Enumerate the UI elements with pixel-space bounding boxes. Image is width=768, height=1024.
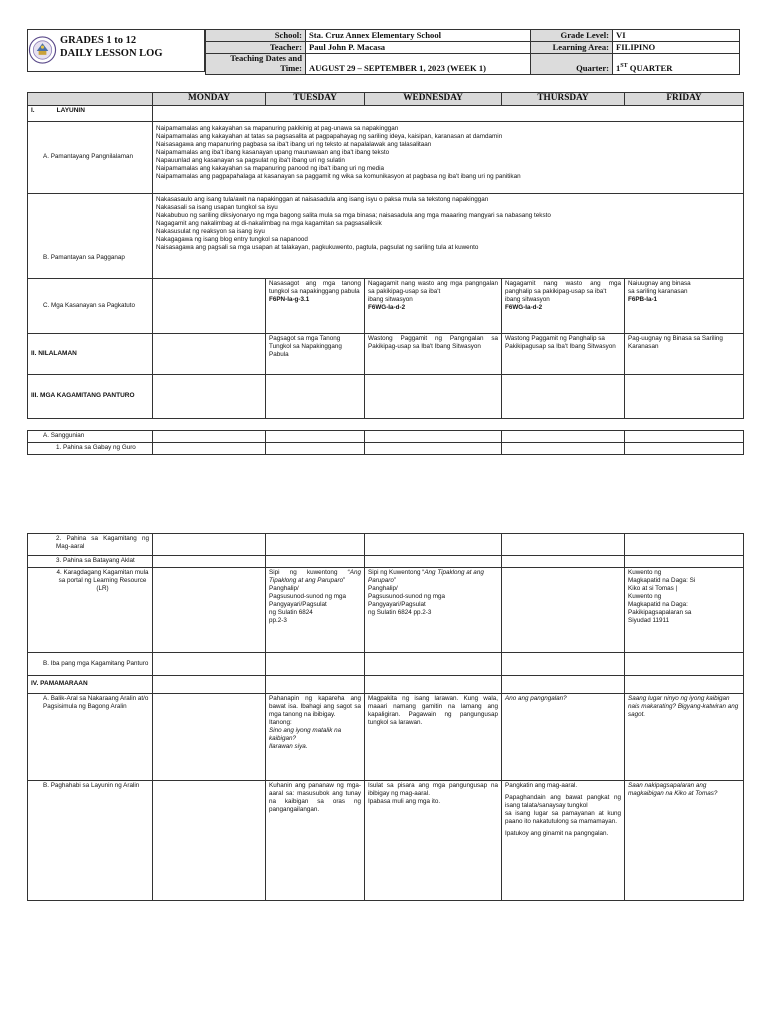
teacher-label: Teacher: [206, 42, 306, 54]
paghahabi-tuesday: Kuhanin ang pananaw ng mga-aaral sa: masusubok ang tunay na kaibigan sa oras ng pangangailangan. [266, 781, 365, 901]
nilalaman-wednesday: Wastong Paggamit ng Pangngalan sa Pakikipag-usap sa Iba't Ibang Sitwasyon [365, 333, 502, 374]
kasanayan-thursday: Nagagamit nang wasto ang mga panghalip sa pakikipag-usap sa iba't ibang sitwasyon F6WG-Ia-d-2 [502, 278, 625, 333]
gabay-guro-label: 1. Pahina sa Gabay ng Guro [28, 443, 153, 455]
day-header-thursday: THURSDAY [502, 93, 625, 106]
karagdagan-tuesday: Sipi ng kuwentong “Ang Tipaklong at ang Paruparo” Panghalip/ Pagsusunod-sunod ng mga Pangyayari/Pagsulat ng Sulatin 6824 pp.2-3 [266, 568, 365, 653]
sanggunian-label: A. Sanggunian [28, 431, 153, 443]
nilalaman-row [28, 333, 744, 374]
nilalaman-friday: Pag-uugnay ng Binasa sa Sariling Karanasan [625, 333, 744, 374]
kagamitang-tuesday [266, 374, 365, 418]
lesson-table-bottom [27, 533, 744, 901]
balik-aral-friday: Saang lugar ninyo ng iyong kaibigan nais makarating? Bigyang-katwiran ang sagot. [625, 694, 744, 781]
kasanayan-tuesday: Nasasagot ang mga tanong tungkol sa napakinggang pabula F6PN-Ia-g-3.1 [266, 278, 365, 333]
kagamitang-friday [625, 374, 744, 418]
pamamaraan-row [28, 676, 744, 694]
sanggunian-table [27, 430, 744, 455]
kasanayan-row [28, 278, 744, 333]
karagdagan-thursday [502, 568, 625, 653]
paghahabi-label: B. Paghahabi sa Layunin ng Aralin [28, 781, 153, 901]
paghahabi-wednesday: Isulat sa pisara ang mga pangungusap na ibibigay ng mag-aaral. Ipabasa muli ang mga ito. [365, 781, 502, 901]
karagdagan-label: 4. Karagdagang Kagamitan mula sa portal ng Learning Resource (LR) [28, 568, 153, 653]
karagdagan-row [28, 568, 744, 653]
nilalaman-thursday: Wastong Paggamit ng Panghalip sa Pakikipagusap sa Iba't Ibang Sitwasyon [502, 333, 625, 374]
day-header-friday: FRIDAY [625, 93, 744, 106]
kagamitan-mag-aaral-row [28, 534, 744, 556]
kagamitan-mag-aaral-label: 2. Pahina sa Kagamitang ng Mag-aaral [28, 534, 153, 556]
day-header-blank [28, 93, 153, 106]
karagdagan-friday: Kuwento ng Magkapatid na Daga: Si Kiko at si Tomas | Kuwento ng Magkapatid na Daga: Pakikipagsapalaran sa Siyudad 11911 [625, 568, 744, 653]
balik-aral-row [28, 694, 744, 781]
kagamitang-thursday [502, 374, 625, 418]
teacher-value: Paul John P. Macasa [306, 42, 531, 54]
paghahabi-thursday: Pangkatin ang mag-aaral. Papaghandain ang bawat pangkat ng isang talata/sanaysay tungkol sa isang lugar sa pamayanan at kung paano ito nakatutulong sa mamamayan. Ipatukoy ang ginamit na pangngalan. [502, 781, 625, 901]
kagamitang-panturo-row [28, 374, 744, 418]
grade-label: Grade Level: [531, 30, 613, 42]
deped-seal-icon [28, 31, 57, 69]
sanggunian-row [28, 431, 744, 443]
layunin-heading: I. LAYUNIN [28, 105, 153, 121]
pamantayan-sa-pagganap-text: Nakasasaulo ang isang tula/awit na napakinggan at naisasadula ang isang isyu o paksa mula sa tekstong napakinggan Nakasasali sa isang usapan tungkol sa isyu Nakabubuo ng sariling diksiyonaryo ng mga bagong salita mula sa mga binasa; naisasadula ang mga maaaring mangyari sa nabasang teksto Nagagamit ang nakalimbag at di-nakalimbag na mga kagamitan sa pagsasaliksik Nakasusulat ng reaksyon sa isang isyu Nakagagawa ng isang blog entry tungkol sa napanood Naisasagawa ang pagsali sa mga usapan at talakayan, pagkukuwento, pagtula, pagsulat ng sariling tula at kuwento [153, 193, 744, 278]
balik-aral-monday [153, 694, 266, 781]
karagdagan-monday [153, 568, 266, 653]
balik-aral-thursday: Ano ang pangngalan? [502, 694, 625, 781]
kasanayan-friday: Naiuugnay ang binasa sa sariling karanasan F6PB-Ia-1 [625, 278, 744, 333]
nilalaman-monday [153, 333, 266, 374]
grade-value: VI [613, 30, 740, 42]
balik-aral-tuesday: Pahanapin ng kapareha ang bawat isa. Ibahagi ang sagot sa mga tanong na ibibigay. Itanong: Sino ang iyong matalik na kaibigan? Ilarawan siya. [266, 694, 365, 781]
quarter-value: 1ST QUARTER [613, 54, 740, 75]
karagdagan-wednesday: Sipi ng Kuwentong “Ang Tipaklong at ang Paruparo” Panghalip/ Pagsusunod-sunod ng mga Pangyayari/Pagsulat ng Sulatin 6824 pp.2-3 [365, 568, 502, 653]
day-header-wednesday: WEDNESDAY [365, 93, 502, 106]
area-label: Learning Area: [531, 42, 613, 54]
batayang-aklat-label: 3. Pahina sa Batayang Aklat [28, 556, 153, 568]
title-line-1: GRADES 1 to 12 [60, 35, 137, 46]
paghahabi-row [28, 781, 744, 901]
kasanayan-wednesday: Nagagamit nang wasto ang mga pangngalan sa pakikipag-usap sa iba't ibang sitwasyon F6WG-Ia-d-2 [365, 278, 502, 333]
iba-pa-label: B. Iba pang mga Kagamitang Panturo [28, 653, 153, 676]
gabay-guro-row [28, 443, 744, 455]
pamantayang-pangnilalaman-label: A. Pamantayang Pangnilalaman [28, 121, 153, 193]
paghahabi-monday [153, 781, 266, 901]
area-value: FILIPINO [613, 42, 740, 54]
balik-aral-wednesday: Magpakita ng isang larawan. Kung wala, maaari namang gamitin na lamang ang kapaligiran. Pagawain ng pangungusap tungkol sa larawan. [365, 694, 502, 781]
title-line-2: DAILY LESSON LOG [60, 47, 163, 59]
balik-aral-label: A. Balik-Aral sa Nakaraang Aralin at/o Pagsisimula ng Bagong Aralin [28, 694, 153, 781]
day-header-tuesday: TUESDAY [266, 93, 365, 106]
nilalaman-tuesday: Pagsagot sa mga Tanong Tungkol sa Napakinggang Pabula [266, 333, 365, 374]
document-title [60, 35, 163, 60]
day-header-row [28, 93, 744, 106]
dates-label: Teaching Dates and Time: [206, 54, 306, 75]
day-header-monday: MONDAY [153, 93, 266, 106]
dates-value: AUGUST 29 – SEPTEMBER 1, 2023 (WEEK 1) [306, 54, 531, 75]
pamantayang-pangnilalaman-row [28, 121, 744, 193]
kasanayan-label: C. Mga Kasanayan sa Pagkatuto [28, 278, 153, 333]
batayang-aklat-row [28, 556, 744, 568]
kagamitang-wednesday [365, 374, 502, 418]
nilalaman-label: II. NILALAMAN [28, 333, 153, 374]
layunin-row [28, 105, 744, 121]
school-value: Sta. Cruz Annex Elementary School [306, 30, 531, 42]
pamantayan-sa-pagganap-label: B. Pamantayan sa Pagganap [28, 193, 153, 278]
header-info-table [205, 29, 740, 75]
iba-pa-row [28, 653, 744, 676]
kagamitang-monday [153, 374, 266, 418]
pamamaraan-label: IV. PAMAMARAAN [28, 676, 153, 694]
school-label: School: [206, 30, 306, 42]
layunin-blank [153, 105, 744, 121]
paghahabi-friday: Saan nakipagsapalaran ang magkaibigan na Kiko at Tomas? [625, 781, 744, 901]
pamantayang-pangnilalaman-text: Naipamamalas ang kakayahan sa mapanuring pakikinig at pag-unawa sa napakinggan Naipamamalas ang kakayahan at tatas sa pagsasalita at pagpapahayag ng sariling ideya, kaisipan, karanasan at damdamin Naisasagawa ang mapanuring pagbasa sa iba't ibang uri ng teksto at napalalawak ang talasalitaan Naipamamalas ang iba't ibang kasanayan upang maunawaan ang iba't ibang teksto Napauunlad ang kasanayan sa pagsulat ng iba't ibang uri ng sulatin Naipamamalas ang kakayahan sa mapanuring panood ng iba't ibang uri ng media Naipamamalas ang pagpapahalaga at kasanayan sa paggamit ng wika sa komunikasyon at pagbasa ng iba't ibang uri ng panitikan [153, 121, 744, 193]
quarter-label: Quarter: [531, 54, 613, 75]
kasanayan-monday [153, 278, 266, 333]
kagamitang-panturo-label: III. MGA KAGAMITANG PANTURO [28, 374, 153, 418]
lesson-table-top [27, 92, 744, 419]
pamantayan-sa-pagganap-row [28, 193, 744, 278]
